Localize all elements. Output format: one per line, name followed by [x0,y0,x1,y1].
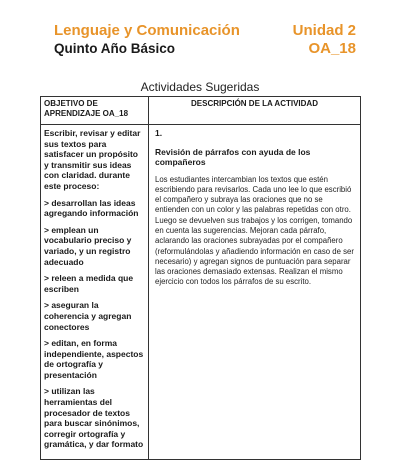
subject-title: Lenguaje y Comunicación [54,22,240,39]
objective-item: > editan, en forma independiente, aspectos de ortografía y presentación [44,338,144,380]
unit-block [293,22,356,57]
activity-description: Los estudiantes intercambian los textos que estén escribiendo para revisarlos. Cada uno lee lo que escribió el compañero y subraya las oraciones que no se entienden con un color y las palabras repetidas con otro. Luego se devuelven sus trabajos y los corrigen, tomando en cuenta las sugerencias. Mejoran cada párrafo, aclarando las oraciones subrayadas por el compañero (reformulándolas y añadiendo información en caso de ser necesario) y agregan signos de puntuación para separar las oraciones demasiado extensas. Realizan el mismo ejercicio con todos los párrafos de su escrito. [155,174,354,287]
objective-cell [41,125,149,460]
description-cell [149,125,361,460]
objective-item: > emplean un vocabulario preciso y variado, y un registro adecuado [44,224,132,267]
objective-item: > desarrollan las ideas agregando información [44,197,139,219]
objective-intro: Escribir, revisar y editar sus textos para satisfacer un propósito y transmitir sus ideas con claridad. durante este proceso: [44,128,141,191]
grade-level: Quinto Año Básico [54,41,175,56]
objective-item: > aseguran la coherencia y agregan conectores [44,300,132,332]
table-header-row [41,97,361,125]
objective-header: OBJETIVO DE APRENDIZAJE OA_18 [41,97,149,125]
table-row [41,125,361,460]
objective-item: > utilizan las herramientas del procesador de textos para buscar sinónimos, corregir ortografía y gramática, y dar formato [44,386,144,450]
section-title: Actividades Sugeridas [140,80,260,94]
unit-label: Unidad 2 [292,22,356,39]
document-header [54,22,356,57]
activity-title: Revisión de párrafos con ayuda de los compañeros [155,146,311,167]
oa-label: OA_18 [308,40,356,57]
description-header: DESCRIPCIÓN DE LA ACTIVIDAD [149,97,361,125]
activities-table [40,96,361,460]
activity-number: 1. [155,128,163,138]
objective-item: > releen a medida que escriben [44,273,134,294]
